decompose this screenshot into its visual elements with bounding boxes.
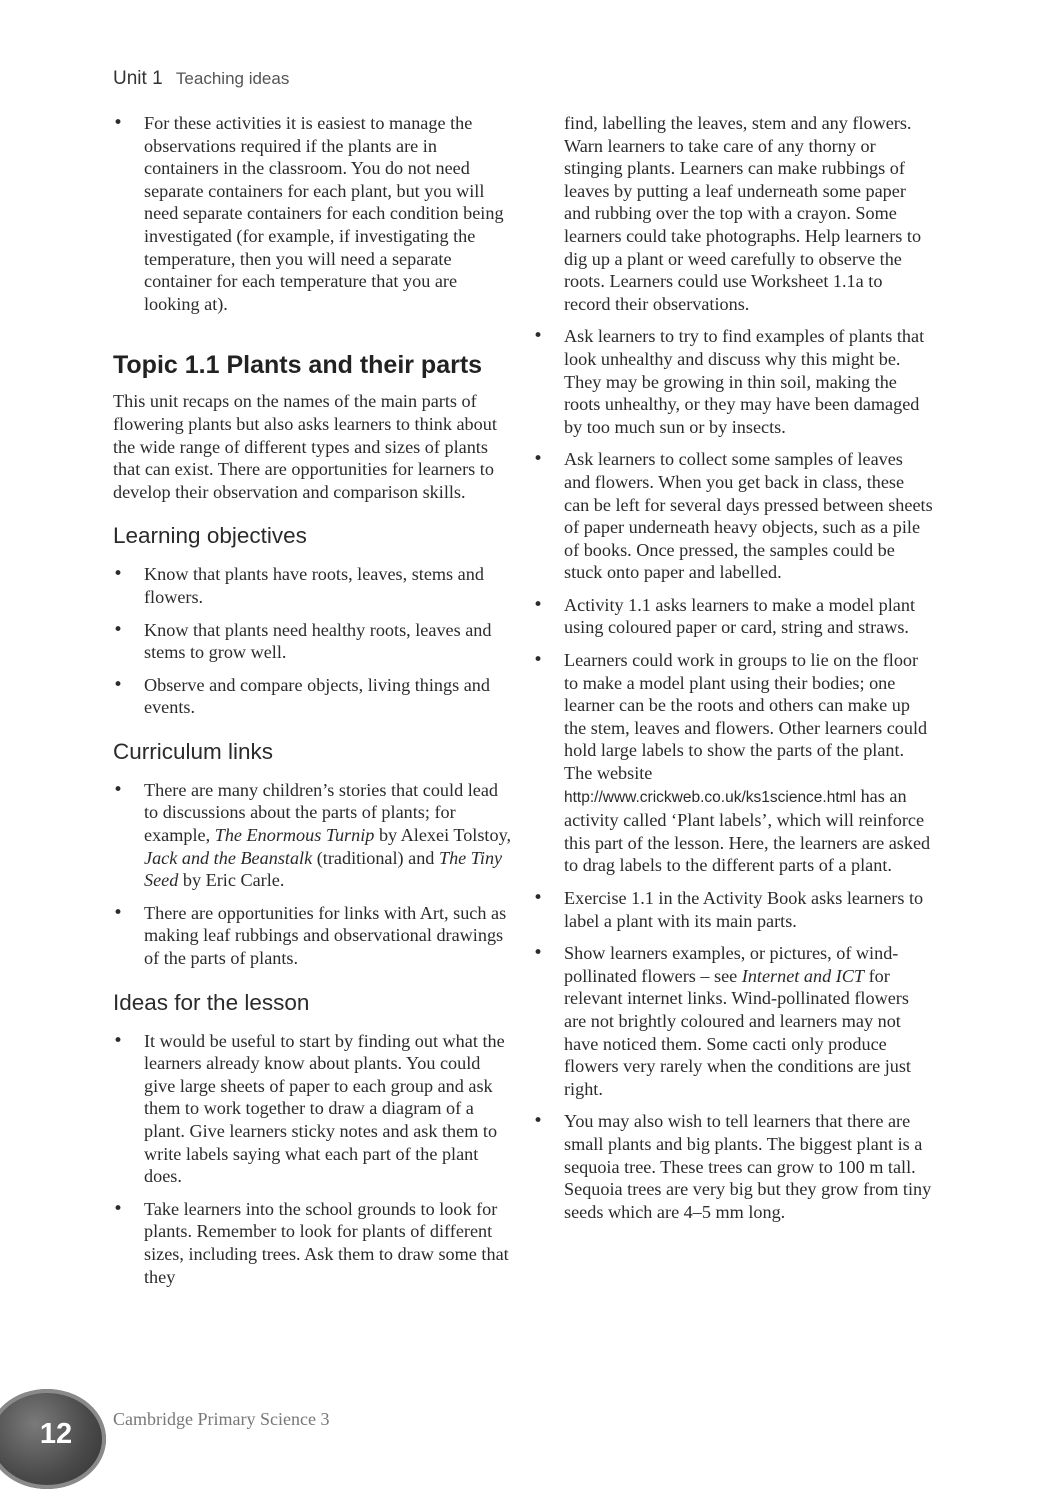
topic-title: Topic 1.1 Plants and their parts <box>113 351 483 380</box>
idea-item <box>533 649 933 877</box>
section-label: Teaching ideas <box>175 69 290 88</box>
curriculum-item <box>113 779 513 892</box>
idea-item: • It would be useful to start by finding out what the learners already know about plants. You could give large sheets of paper to each group and ask them to work together to draw a diagram of a plant. Give learners sticky notes and ask them to write labels saying what each part of the plant does. <box>113 1030 513 1188</box>
idea-item: • Ask learners to collect some samples of leaves and flowers. When you get back in class, these can be left for several days pressed between sheets of paper underneath heavy objects, such as a pile of books. Once pressed, the samples could be stuck onto paper and labelled. <box>533 448 933 584</box>
curriculum-heading: Curriculum links <box>113 738 274 764</box>
idea-item: • Exercise 1.1 in the Activity Book asks learners to label a plant with its main parts. <box>533 887 933 932</box>
unit-label: Unit 1 <box>113 68 163 89</box>
objective-item: • Know that plants need healthy roots, leaves and stems to grow well. <box>113 619 513 664</box>
topic-intro: This unit recaps on the names of the main parts of flowering plants but also asks learners to think about the wide range of different types and sizes of plants that can exist. There are opportunities for learners to develop their observation and comparison skills. <box>113 391 497 502</box>
idea-text: Show learners examples, or pictures, of wind-pollinated flowers – see <box>564 943 899 986</box>
cross-reference: Internet and ICT <box>741 965 865 986</box>
curriculum-item: • There are opportunities for links with Art, such as making leaf rubbings and observational drawings of the parts of plants. <box>113 902 513 970</box>
curriculum-text: There are many children’s stories that could lead to discussions about the parts of plants; for example, <box>144 779 499 846</box>
book-title: The Enormous Turnip <box>214 825 375 846</box>
idea-item: • Ask learners to try to find examples of plants that look unhealthy and discuss why this might be. They may be growing in thin soil, making the roots unhealthy, or they may have been damaged by too much sun or by insects. <box>533 325 933 438</box>
idea-text: Learners could work in groups to lie on the floor to make a model plant using their bodies; one learner can be the roots and others can make up the stem, leaves and flowers. Other learners could hold large labels to show the parts of the plant. The website <box>564 650 928 784</box>
objective-item: • Observe and compare objects, living things and events. <box>113 674 513 719</box>
idea-text: for relevant internet links. Wind-pollinated flowers are not brightly coloured and learners may not have noticed them. Some cacti only produce flowers very rarely when the conditions are just right. <box>564 965 911 1099</box>
idea-item: • Take learners into the school grounds to look for plants. Remember to look for plants of different sizes, including trees. Ask them to draw some that they <box>113 1198 513 1288</box>
idea-item <box>533 942 933 1100</box>
ideas-heading: Ideas for the lesson <box>113 989 310 1015</box>
curriculum-text: by Eric Carle. <box>178 870 285 891</box>
curriculum-text: (traditional) and <box>312 847 439 868</box>
website-link[interactable]: http://www.crickweb.co.uk/ks1science.html <box>564 788 857 806</box>
idea-item-continued: find, labelling the leaves, stem and any flowers. Warn learners to take care of any thorny or stinging plants. Learners can make rubbings of leaves by putting a leaf underneath some paper and rubbing over the top with a crayon. Some learners could take photographs. Help learners to dig up a plant or weed carefully to observe the roots. Learners could use Worksheet 1.1a to record their observations. <box>564 113 922 314</box>
idea-text: has an activity called ‘Plant labels’, which will reinforce this part of the lesson. Here, the learners are asked to drag labels to the different parts of a plant. <box>564 785 931 876</box>
running-head <box>113 68 289 90</box>
objectives-heading: Learning objectives <box>113 523 307 549</box>
curriculum-text: by Alexei Tolstoy, <box>374 825 512 846</box>
footer-book-title: Cambridge Primary Science 3 <box>113 1409 330 1429</box>
idea-item: • Activity 1.1 asks learners to make a model plant using coloured paper or card, string and straws. <box>533 594 933 639</box>
page-number: 12 <box>39 1418 73 1450</box>
left-column <box>113 112 513 1298</box>
right-column <box>533 112 933 1233</box>
book-title: The Tiny Seed <box>144 847 503 891</box>
book-title: Jack and the Beanstalk <box>144 847 313 868</box>
objective-item: • Know that plants have roots, leaves, stems and flowers. <box>113 563 513 608</box>
intro-bullet: • For these activities it is easiest to manage the observations required if the plants are in containers in the classroom. You do not need separate containers for each plant, but you will need separate containers for each condition being investigated (for example, if investigating the temperature, then you will need a separate container for each temperature that you are looking at). <box>113 112 513 315</box>
idea-item: • You may also wish to tell learners that there are small plants and big plants. The biggest plant is a sequoia tree. These trees can grow to 100 m tall. Sequoia trees are very big but they grow from tiny seeds which are 4–5 mm long. <box>533 1110 933 1223</box>
